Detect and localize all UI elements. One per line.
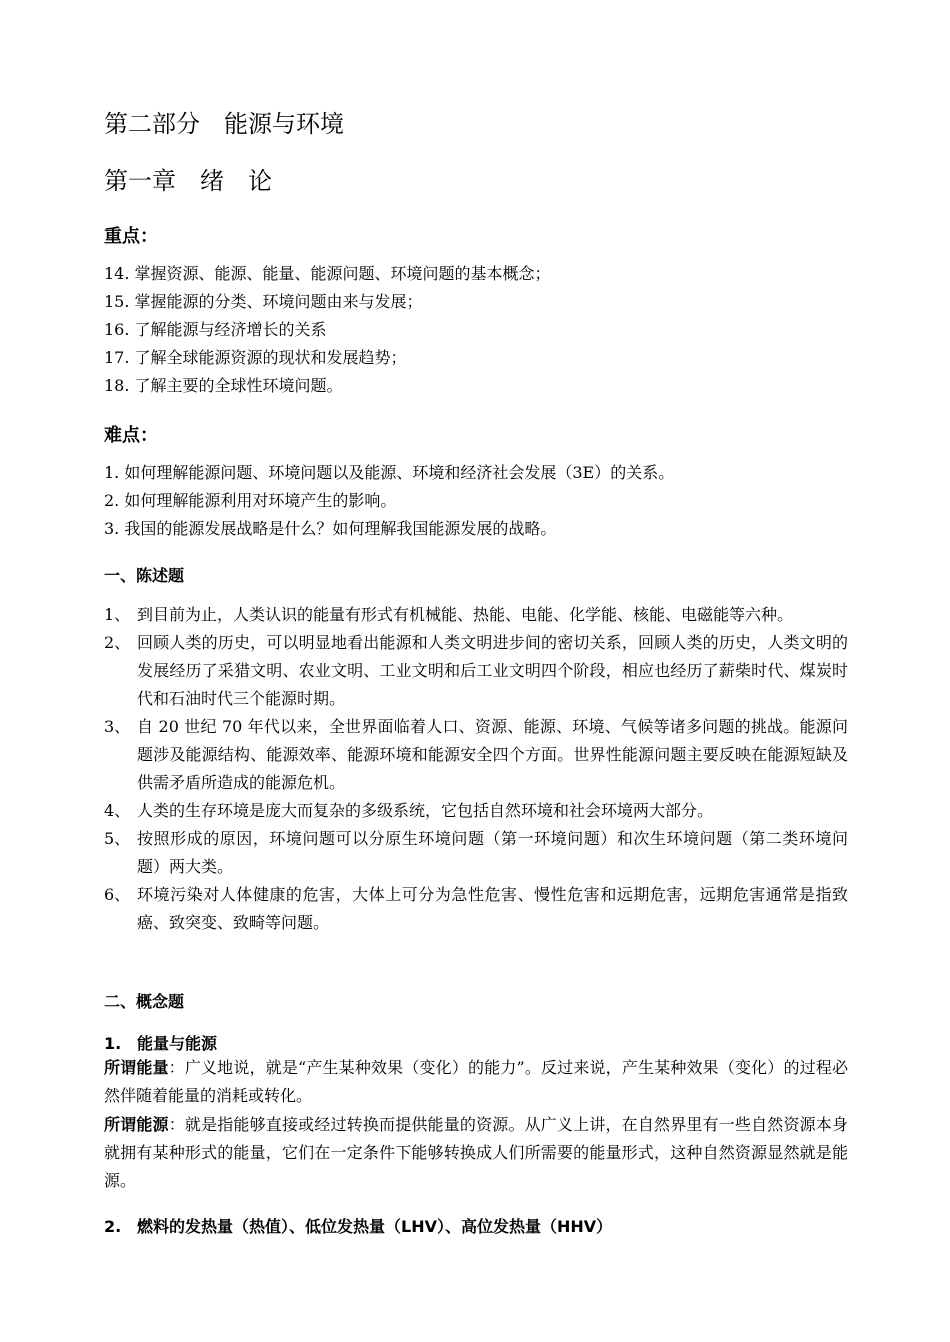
difficulties-heading: 难点： — [104, 425, 158, 446]
item-number: 4、 — [104, 801, 131, 820]
list-item — [104, 601, 848, 629]
list-item — [104, 713, 848, 797]
item-text: 回顾人类的历史，可以明显地看出能源和人类文明进步间的密切关系，回顾人类的历史，人类文明的发展经历了采猎文明、农业文明、工业文明和后工业文明四个阶段，相应也经历了薪柴时代、煤炭时代和石油时代三个能源时期。 — [137, 633, 848, 708]
list-item — [104, 797, 848, 825]
list-item: 1. 如何理解能源问题、环境问题以及能源、环境和经济社会发展（3E）的关系。 — [104, 463, 675, 482]
list-item: 2. 如何理解能源利用对环境产生的影响。 — [104, 491, 397, 510]
list-item: 18. 了解主要的全球性环境问题。 — [104, 376, 343, 395]
item-number: 5、 — [104, 829, 131, 848]
item-text: 环境污染对人体健康的危害，大体上可分为急性危害、慢性危害和远期危害，远期危害通常是指致癌、致突变、致畸等问题。 — [137, 885, 848, 932]
list-item — [104, 629, 848, 713]
item-text: 人类的生存环境是庞大而复杂的多级系统，它包括自然环境和社会环境两大部分。 — [137, 801, 714, 820]
list-item: 17. 了解全球能源资源的现状和发展趋势； — [104, 348, 407, 367]
definition-text: ：广义地说，就是“产生某种效果（变化）的能力”。反过来说，产生某种效果（变化）的过程必然伴随着能量的消耗或转化。 — [104, 1058, 848, 1105]
statement-list — [104, 601, 848, 937]
key-points-list — [104, 260, 551, 400]
item-text: 自 20 世纪 70 年代以来，全世界面临着人口、资源、能源、环境、气候等诸多问题的挑战。能源问题涉及能源结构、能源效率、能源环境和能源安全四个方面。世界性能源问题主要反映在能源短缺及供需矛盾所造成的能源危机。 — [137, 717, 848, 792]
item-text: 按照形成的原因，环境问题可以分原生环境问题（第一环境问题）和次生环境问题（第二类环境问题）两大类。 — [137, 829, 848, 876]
item-text: 到目前为止，人类认识的能量有形式有机械能、热能、电能、化学能、核能、电磁能等六种。 — [137, 605, 794, 624]
concept-1-title — [104, 1031, 217, 1054]
list-item: 3. 我国的能源发展战略是什么？如何理解我国能源发展的战略。 — [104, 519, 557, 538]
key-points-heading: 重点： — [104, 226, 158, 247]
part-title: 第二部分 能源与环境 — [104, 110, 344, 138]
section1-heading: 一、陈述题 — [104, 566, 185, 585]
list-item: 14. 掌握资源、能源、能量、能源问题、环境问题的基本概念； — [104, 264, 551, 283]
item-number: 2、 — [104, 633, 131, 652]
concept-title-text: 能量与能源 — [137, 1034, 218, 1053]
list-item — [104, 881, 848, 937]
item-number: 6、 — [104, 885, 131, 904]
definition-label: 所谓能源 — [104, 1115, 169, 1134]
list-item: 16. 了解能源与经济增长的关系 — [104, 320, 327, 339]
concept-2-title — [104, 1214, 612, 1237]
definition-label: 所谓能量 — [104, 1058, 169, 1077]
concept-number: 1. — [104, 1034, 122, 1053]
difficulties-list — [104, 459, 674, 543]
concept-number: 2. — [104, 1217, 122, 1236]
item-number: 1、 — [104, 605, 131, 624]
definition-energy — [104, 1054, 848, 1110]
item-number: 3、 — [104, 717, 131, 736]
chapter-title: 第一章 绪 论 — [104, 167, 272, 195]
definition-text: ：就是指能够直接或经过转换而提供能量的资源。从广义上讲，在自然界里有一些自然资源本身就拥有某种形式的能量，它们在一定条件下能够转换成人们所需要的能量形式，这种自然资源显然就是能源。 — [104, 1115, 848, 1190]
list-item: 15. 掌握能源的分类、环境问题由来与发展； — [104, 292, 423, 311]
concept-title-text: 燃料的发热量（热值）、低位发热量（LHV）、高位发热量（HHV） — [137, 1217, 613, 1236]
section2-heading: 二、概念题 — [104, 992, 185, 1011]
definition-energy-source — [104, 1111, 848, 1195]
list-item — [104, 825, 848, 881]
